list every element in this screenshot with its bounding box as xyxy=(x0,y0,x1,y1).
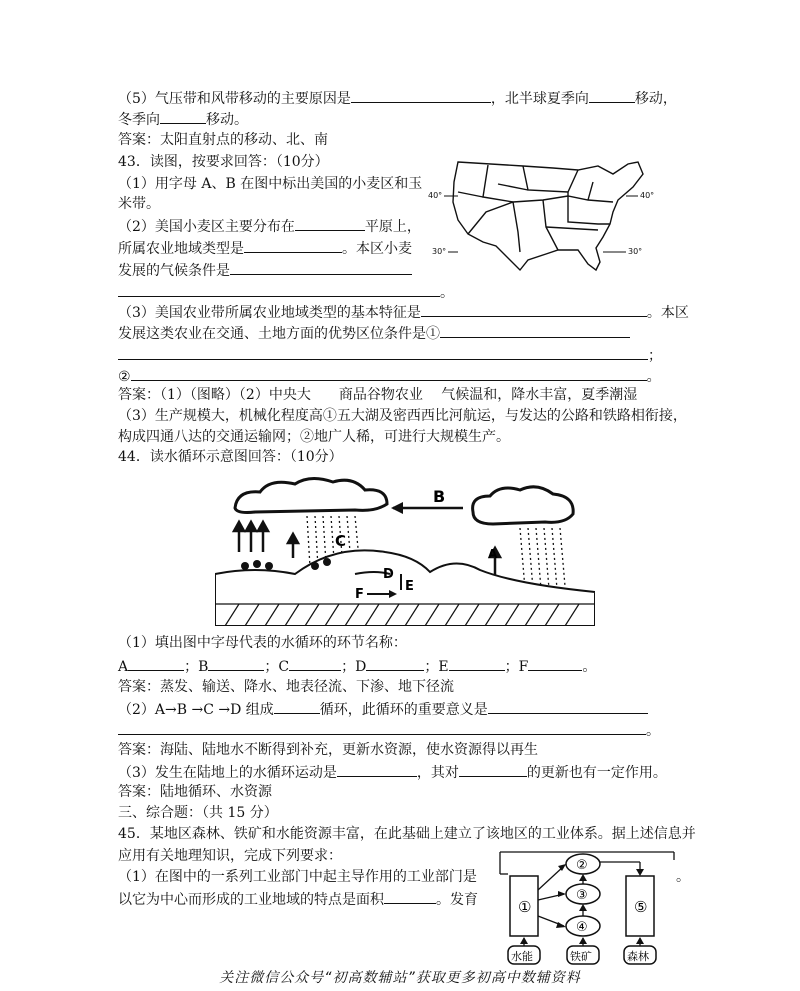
q43-p3-line3 xyxy=(118,345,662,365)
label-2: ② xyxy=(576,858,588,873)
q43-p2-end: 。 xyxy=(440,285,454,301)
q43-answer-line1: 答案：（1）（图略）（2）中央大 商品谷物农业 气候温和，降水丰富，夏季潮湿 xyxy=(118,387,638,403)
us-map-figure xyxy=(428,152,658,277)
blank[interactable] xyxy=(337,762,417,777)
blank[interactable] xyxy=(274,699,320,714)
map-lat-right-40: 40° xyxy=(640,191,655,200)
blank[interactable] xyxy=(459,762,527,777)
q44-p3-mid: ，其对 xyxy=(416,765,459,781)
label-4: ④ xyxy=(576,920,588,935)
q43-p3-line4 xyxy=(118,366,661,386)
q43-answer-line2: （3）生产规模大，机械化程度高①五大湖及密西西比河航运，与发达的公路和铁路相衔接， xyxy=(118,408,687,424)
blank[interactable] xyxy=(289,656,341,671)
q43-answer-line3: 构成四通八达的交通运输网；②地广人稀，可进行大规模生产。 xyxy=(118,429,510,445)
industry-diagram xyxy=(498,850,676,966)
label-D: D xyxy=(383,567,394,582)
q43-p3-semicolon: ； xyxy=(648,348,662,364)
q44-p3 xyxy=(118,762,667,782)
q44-p1-F: ；F xyxy=(504,659,529,675)
q43-p2-line3 xyxy=(118,260,412,280)
label-A: A xyxy=(488,547,498,561)
res-water-label: 水能 xyxy=(511,950,533,963)
water-cycle-diagram xyxy=(215,474,595,626)
q43-p3-end: 。 xyxy=(646,369,661,385)
q44-p1-B: ；B xyxy=(184,659,209,675)
q43-title: 43．读图，按要求回答：（10分） xyxy=(118,154,329,170)
q44-p2-mid: 循环，此循环的重要意义是 xyxy=(319,702,488,718)
q45-p1-line1-text: （1）在图中的一系列工业部门中起主导作用的工业部门是 xyxy=(118,869,477,885)
cloud-left xyxy=(235,478,387,512)
label-5: ⑤ xyxy=(634,898,648,916)
q43-p3-circle2: ② xyxy=(118,369,131,385)
map-lat-left-40: 40° xyxy=(428,191,443,200)
us-outline xyxy=(453,162,643,270)
q-part5-winter-suffix: 移动。 xyxy=(206,112,248,128)
q44-p3-suffix: 的更新也有一定作用。 xyxy=(526,765,667,781)
q43-p3-line2-prefix: 发展这类农业在交通、土地方面的优势区位条件是① xyxy=(118,326,440,342)
label-F: F xyxy=(355,587,364,602)
q43-p2-line1 xyxy=(118,216,421,236)
label-C: C xyxy=(335,532,347,550)
q44-p1-blanks xyxy=(118,656,596,676)
q45-p1-line1 xyxy=(118,868,477,886)
q45-line2: 应用有关地理知识，完成下列要求： xyxy=(118,848,342,864)
blank[interactable] xyxy=(449,656,505,671)
q44-p1-end: 。 xyxy=(582,659,597,675)
footer-note: 关注微信公众号“初高数辅站”获取更多初高中数辅资料 xyxy=(219,970,581,986)
q43-p2-line2-suffix: 。本区小麦 xyxy=(342,241,412,257)
q45-line1: 45．某地区森林、铁矿和水能资源丰富，在此基础上建立了该地区的工业体系。据上述信息并 xyxy=(118,826,696,842)
blank[interactable] xyxy=(351,88,491,103)
blank[interactable] xyxy=(488,699,648,714)
q44-p2-end: 。 xyxy=(646,723,660,739)
q-part5-line2 xyxy=(118,109,248,129)
q43-p3-line2 xyxy=(118,323,630,343)
q44-answer1: 答案：蒸发、输送、降水、地表径流、下渗、地下径流 xyxy=(118,679,454,695)
label-E: E xyxy=(405,579,414,594)
q44-answer2: 答案：海陆、陆地水不断得到补充，更新水资源，使水资源得以再生 xyxy=(118,742,538,758)
q-part5-suffix: 移动， xyxy=(634,91,677,107)
blank[interactable] xyxy=(589,88,635,103)
blank[interactable] xyxy=(366,656,424,671)
q-part5-winter-prefix: 冬季向 xyxy=(118,112,160,128)
blank[interactable] xyxy=(384,889,436,904)
answer-part5: 答案：太阳直射点的移动、北、南 xyxy=(118,132,328,148)
res-iron-label: 铁矿 xyxy=(570,950,592,963)
map-lat-right-30: 30° xyxy=(628,247,643,256)
blank[interactable] xyxy=(118,720,646,735)
blank[interactable] xyxy=(244,238,342,253)
blank[interactable] xyxy=(528,656,582,671)
q44-p1-C: ；C xyxy=(264,659,290,675)
q45-p1-line2-suffix: 。发育 xyxy=(436,892,478,908)
blank[interactable] xyxy=(440,323,630,338)
q43-p1-line1: （1）用字母 A、B 在图中标出美国的小麦区和玉 xyxy=(118,176,423,192)
label-1: ① xyxy=(518,898,532,916)
blank[interactable] xyxy=(230,260,412,275)
q45-p1-line2-prefix: 以它为中心而形成的工业地域的特点是面积 xyxy=(118,892,384,908)
q44-p1-A: A xyxy=(118,659,129,675)
q44-p3-prefix: （3）发生在陆地上的水循环运动是 xyxy=(118,765,337,781)
blank[interactable] xyxy=(421,302,647,317)
q44-p1-E: ；E xyxy=(424,659,449,675)
q44-p2-prefix: （2）A→B →C →D 组成 xyxy=(118,702,274,718)
q43-p2-line4 xyxy=(118,282,454,302)
map-lat-left-30: 30° xyxy=(432,247,447,256)
q43-p2-suffix: 平原上， xyxy=(364,219,421,235)
q-part5-mid: ，北半球夏季向 xyxy=(490,91,589,107)
q44-answer3: 答案：陆地循环、水资源 xyxy=(118,784,272,800)
blank[interactable] xyxy=(295,216,365,231)
q44-title: 44．读水循环示意图回答：（10分） xyxy=(118,449,343,465)
q45-p1-line1-end: 。 xyxy=(676,869,690,885)
q43-p2-line2 xyxy=(118,238,412,258)
label-3: ③ xyxy=(576,888,588,903)
q43-p1-line2: 米带。 xyxy=(118,196,160,212)
q45-p1-line2 xyxy=(118,889,478,909)
blank[interactable] xyxy=(160,109,206,124)
blank[interactable] xyxy=(208,656,264,671)
section3-title: 三、综合题：（共 15 分） xyxy=(118,805,278,821)
q43-p3-prefix: （3）美国农业带所属农业地域类型的基本特征是 xyxy=(118,305,421,321)
q43-p3-suffix: 。本区 xyxy=(646,305,689,321)
q43-p2-prefix: （2）美国小麦区主要分布在 xyxy=(118,219,295,235)
q43-p2-line3-prefix: 发展的气候条件是 xyxy=(118,263,230,279)
q-part5-prefix: （5）气压带和风带移动的主要原因是 xyxy=(118,91,351,107)
q43-p2-line2-prefix: 所属农业地域类型是 xyxy=(118,241,244,257)
q44-p2-line1 xyxy=(118,699,648,719)
q44-p1: （1）填出图中字母代表的水循环的环节名称： xyxy=(118,635,407,651)
blank[interactable] xyxy=(128,656,184,671)
label-B: B xyxy=(433,487,446,506)
blank[interactable] xyxy=(131,366,647,381)
q44-p1-D: ；D xyxy=(341,659,367,675)
q44-p2-line2 xyxy=(118,720,660,740)
blank[interactable] xyxy=(118,282,440,297)
blank[interactable] xyxy=(118,345,648,360)
q-part5-line1 xyxy=(118,88,677,108)
cloud-right xyxy=(473,487,574,524)
res-forest-label: 森林 xyxy=(627,950,649,963)
q43-p3-line1 xyxy=(118,302,689,322)
